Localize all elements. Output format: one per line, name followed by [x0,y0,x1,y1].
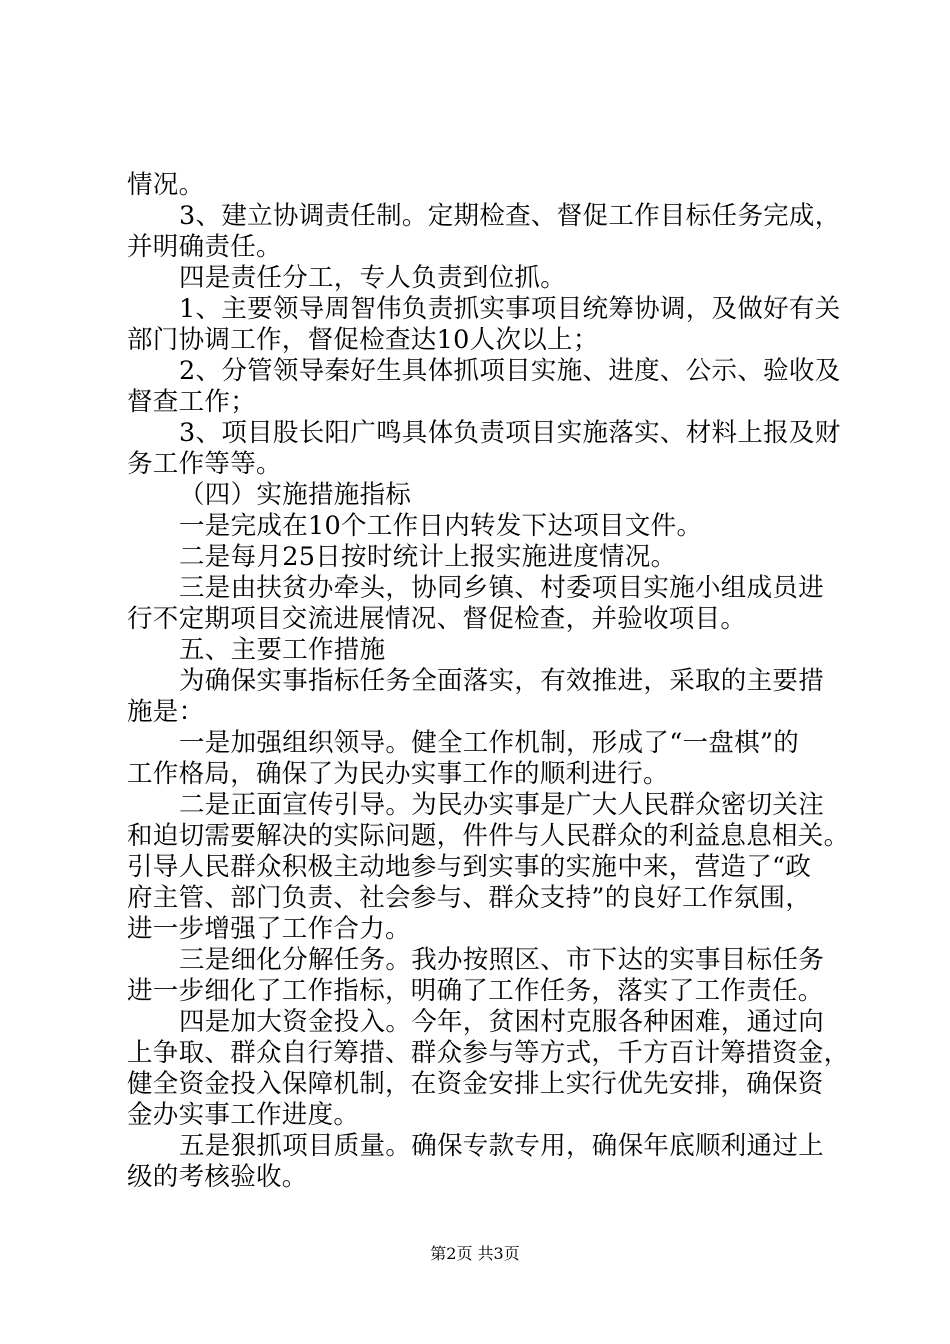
text-line: 和迫切需要解决的实际问题，件件与人民群众的利益息息相关。 [127,821,850,851]
text-line: 督查工作； [127,387,257,417]
text-line: 金办实事工作进度。 [127,1100,360,1130]
text-line: （四）实施措施指标 [179,480,412,510]
text-line: 三是细化分解任务。我办按照区、市下达的实事目标任务 [179,945,825,975]
text-line: 四是责任分工，专人负责到位抓。 [179,263,567,293]
text-line: 并明确责任。 [127,232,282,262]
text-line: 进一步细化了工作指标，明确了工作任务，落实了工作责任。 [127,976,824,1006]
text-line: 3、建立协调责任制。定期检查、督促工作目标任务完成， [179,201,841,231]
text-line: 四是加大资金投入。今年，贫困村克服各种困难，通过向 [179,1007,825,1037]
text-line: 3、项目股长阳广鸣具体负责项目实施落实、材料上报及财 [179,418,841,448]
text-line: 工作格局，确保了为民办实事工作的顺利进行。 [127,759,669,789]
text-line: 健全资金投入保障机制，在资金安排上实行优先安排，确保资 [127,1069,824,1099]
text-line: 三是由扶贫办牵头，协同乡镇、村委项目实施小组成员进 [179,573,825,603]
text-line: 施是： [127,697,205,727]
text-line: 2、分管领导秦好生具体抓项目实施、进度、公示、验收及 [179,356,841,386]
text-line: 部门协调工作，督促检查达10人次以上； [127,325,599,355]
text-line: 级的考核验收。 [127,1162,308,1192]
text-line: 行不定期项目交流进展情况、督促检查，并验收项目。 [127,604,747,634]
text-line: 务工作等等。 [127,449,282,479]
text-line: 五、主要工作措施 [179,635,386,665]
text-line: 二是正面宣传引导。为民办实事是广大人民群众密切关注 [179,790,825,820]
text-line: 进一步增强了工作合力。 [127,914,411,944]
text-line: 一是加强组织领导。健全工作机制，形成了“一盘棋”的 [179,728,800,758]
text-line: 情况。 [127,170,205,200]
text-line: 上争取、群众自行筹措、群众参与等方式，千方百计筹措资金， [127,1038,850,1068]
text-line: 一是完成在10个工作日内转发下达项目文件。 [179,511,703,541]
text-line: 为确保实事指标任务全面落实，有效推进，采取的主要措 [179,666,825,696]
text-line: 二是每月25日按时统计上报实施进度情况。 [179,542,677,572]
text-line: 1、主要领导周智伟负责抓实事项目统筹协调，及做好有关 [179,294,841,324]
text-line: 五是狠抓项目质量。确保专款专用，确保年底顺利通过上 [179,1131,825,1161]
text-line: 引导人民群众积极主动地参与到实事的实施中来，营造了“政 [127,852,812,882]
page-footer: 第2页 共3页 [430,1244,520,1263]
text-line: 府主管、部门负责、社会参与、群众支持”的良好工作氛围， [127,883,812,913]
document-body [127,170,850,1193]
